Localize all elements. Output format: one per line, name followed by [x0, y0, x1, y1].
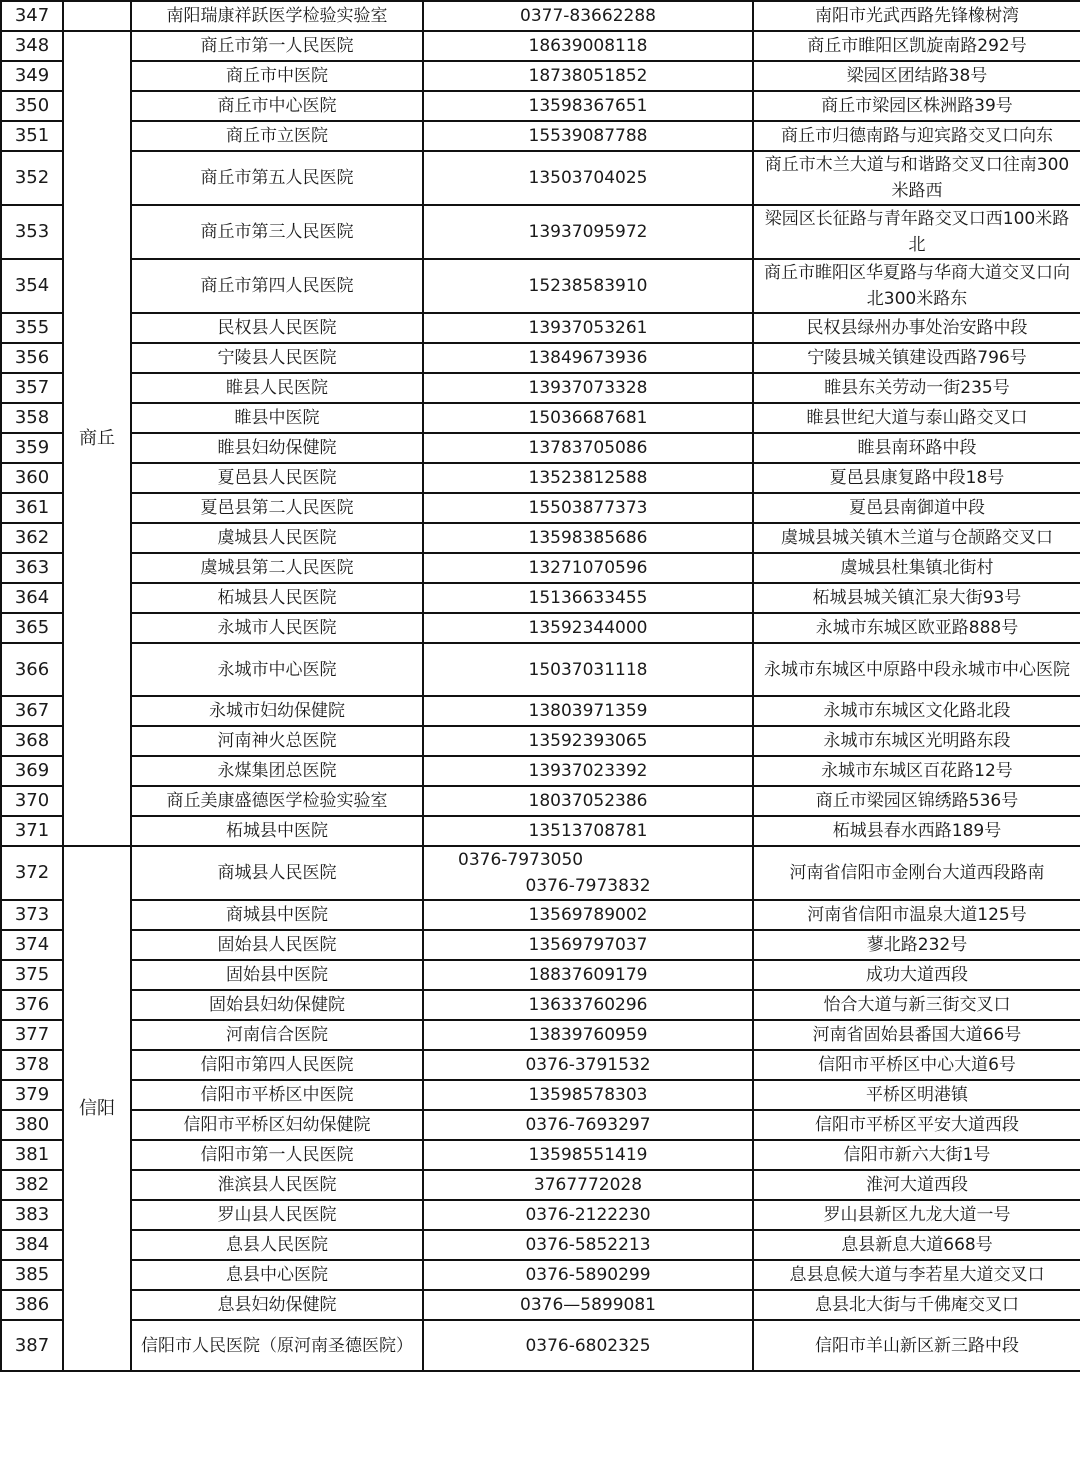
phone-number: 0376-2122230 — [423, 1200, 753, 1230]
phone-number: 13937073328 — [423, 373, 753, 403]
address: 睢县世纪大道与泰山路交叉口 — [753, 403, 1080, 433]
hospital-name: 固始县中医院 — [131, 960, 423, 990]
hospital-name: 商丘市立医院 — [131, 121, 423, 151]
address: 息县息候大道与李若星大道交叉口 — [753, 1260, 1080, 1290]
hospital-name: 息县人民医院 — [131, 1230, 423, 1260]
row-number: 348 — [1, 31, 63, 61]
phone-number: 18738051852 — [423, 61, 753, 91]
row-number: 370 — [1, 786, 63, 816]
phone-number: 0377-83662288 — [423, 1, 753, 31]
address: 商丘市睢阳区华夏路与华商大道交叉口向北300米路东 — [753, 259, 1080, 313]
phone-number: 13569789002 — [423, 900, 753, 930]
address: 柘城县城关镇汇泉大街93号 — [753, 583, 1080, 613]
hospital-name: 民权县人民医院 — [131, 313, 423, 343]
address: 息县北大街与千佛庵交叉口 — [753, 1290, 1080, 1320]
phone-number: 13598578303 — [423, 1080, 753, 1110]
phone-number: 15136633455 — [423, 583, 753, 613]
row-number: 355 — [1, 313, 63, 343]
table-row — [1, 583, 1080, 613]
phone-number: 0376-6802325 — [423, 1320, 753, 1371]
address: 永城市东城区百花路12号 — [753, 756, 1080, 786]
hospital-name: 息县妇幼保健院 — [131, 1290, 423, 1320]
hospital-name: 商丘市中医院 — [131, 61, 423, 91]
table-body — [1, 1, 1080, 1371]
address: 虞城县城关镇木兰道与仓颉路交叉口 — [753, 523, 1080, 553]
hospital-name: 夏邑县第二人民医院 — [131, 493, 423, 523]
hospital-name: 商丘市第四人民医院 — [131, 259, 423, 313]
hospital-name: 息县中心医院 — [131, 1260, 423, 1290]
row-number: 367 — [1, 696, 63, 726]
phone-number: 18037052386 — [423, 786, 753, 816]
phone-number: 13598367651 — [423, 91, 753, 121]
table-row — [1, 313, 1080, 343]
table-row — [1, 463, 1080, 493]
phone-number: 13803971359 — [423, 696, 753, 726]
row-number: 381 — [1, 1140, 63, 1170]
row-number: 362 — [1, 523, 63, 553]
hospital-name: 南阳瑞康祥跃医学检验实验室 — [131, 1, 423, 31]
table-row — [1, 786, 1080, 816]
hospital-name: 信阳市第四人民医院 — [131, 1050, 423, 1080]
address: 信阳市羊山新区新三路中段 — [753, 1320, 1080, 1371]
row-number: 386 — [1, 1290, 63, 1320]
table-row — [1, 756, 1080, 786]
table-row — [1, 613, 1080, 643]
table-row — [1, 553, 1080, 583]
address: 梁园区长征路与青年路交叉口西100米路北 — [753, 205, 1080, 259]
phone-number: 13598385686 — [423, 523, 753, 553]
address: 商丘市归德南路与迎宾路交叉口向东 — [753, 121, 1080, 151]
phone-number: 13633760296 — [423, 990, 753, 1020]
hospital-name: 柘城县中医院 — [131, 816, 423, 846]
table-row — [1, 403, 1080, 433]
region-cell: 商丘 — [63, 31, 131, 846]
table-row — [1, 960, 1080, 990]
table-row — [1, 61, 1080, 91]
row-number: 376 — [1, 990, 63, 1020]
phone-number: 0376-3791532 — [423, 1050, 753, 1080]
row-number: 374 — [1, 930, 63, 960]
address: 虞城县杜集镇北街村 — [753, 553, 1080, 583]
hospital-name: 信阳市平桥区中医院 — [131, 1080, 423, 1110]
row-number: 353 — [1, 205, 63, 259]
table-row — [1, 205, 1080, 259]
table-row — [1, 990, 1080, 1020]
table-row — [1, 1260, 1080, 1290]
hospital-name: 固始县妇幼保健院 — [131, 990, 423, 1020]
row-number: 356 — [1, 343, 63, 373]
table-row — [1, 1170, 1080, 1200]
row-number: 384 — [1, 1230, 63, 1260]
row-number: 372 — [1, 846, 63, 900]
phone-number: 13569797037 — [423, 930, 753, 960]
hospital-name: 河南信合医院 — [131, 1020, 423, 1050]
hospital-name: 商丘市中心医院 — [131, 91, 423, 121]
row-number: 364 — [1, 583, 63, 613]
row-number: 351 — [1, 121, 63, 151]
phone-number: 15238583910 — [423, 259, 753, 313]
address: 信阳市平桥区平安大道西段 — [753, 1110, 1080, 1140]
hospital-name: 虞城县人民医院 — [131, 523, 423, 553]
hospital-name: 商城县中医院 — [131, 900, 423, 930]
table-row — [1, 726, 1080, 756]
row-number: 380 — [1, 1110, 63, 1140]
address: 永城市东城区中原路中段永城市中心医院 — [753, 643, 1080, 696]
row-number: 385 — [1, 1260, 63, 1290]
address: 商丘市梁园区株洲路39号 — [753, 91, 1080, 121]
row-number: 359 — [1, 433, 63, 463]
table-row — [1, 696, 1080, 726]
table-row — [1, 259, 1080, 313]
row-number: 357 — [1, 373, 63, 403]
table-row — [1, 373, 1080, 403]
row-number: 365 — [1, 613, 63, 643]
row-number: 350 — [1, 91, 63, 121]
phone-number: 13503704025 — [423, 151, 753, 205]
address: 梁园区团结路38号 — [753, 61, 1080, 91]
table-row — [1, 643, 1080, 696]
row-number: 375 — [1, 960, 63, 990]
table-row — [1, 31, 1080, 61]
phone-number: 13271070596 — [423, 553, 753, 583]
row-number: 383 — [1, 1200, 63, 1230]
hospital-name: 商丘市第一人民医院 — [131, 31, 423, 61]
table-row — [1, 1140, 1080, 1170]
phone-number: 0376-5890299 — [423, 1260, 753, 1290]
address: 睢县东关劳动一街235号 — [753, 373, 1080, 403]
row-number: 371 — [1, 816, 63, 846]
phone-number: 18639008118 — [423, 31, 753, 61]
hospital-name: 夏邑县人民医院 — [131, 463, 423, 493]
phone-number: 0376-5852213 — [423, 1230, 753, 1260]
address: 信阳市新六大街1号 — [753, 1140, 1080, 1170]
hospital-name: 睢县妇幼保健院 — [131, 433, 423, 463]
phone-number: 13937053261 — [423, 313, 753, 343]
phone-number: 13592344000 — [423, 613, 753, 643]
row-number: 354 — [1, 259, 63, 313]
address: 商丘市木兰大道与和谐路交叉口往南300米路西 — [753, 151, 1080, 205]
hospital-name: 商城县人民医院 — [131, 846, 423, 900]
hospital-name: 罗山县人民医院 — [131, 1200, 423, 1230]
address: 河南省固始县番国大道66号 — [753, 1020, 1080, 1050]
address: 永城市东城区光明路东段 — [753, 726, 1080, 756]
table-row — [1, 523, 1080, 553]
address: 永城市东城区欧亚路888号 — [753, 613, 1080, 643]
address: 信阳市平桥区中心大道6号 — [753, 1050, 1080, 1080]
hospital-name: 信阳市平桥区妇幼保健院 — [131, 1110, 423, 1140]
phone-number: 15037031118 — [423, 643, 753, 696]
address: 宁陵县城关镇建设西路796号 — [753, 343, 1080, 373]
row-number: 369 — [1, 756, 63, 786]
hospital-name: 永城市人民医院 — [131, 613, 423, 643]
address: 民权县绿州办事处治安路中段 — [753, 313, 1080, 343]
region-cell — [63, 1, 131, 31]
table-row — [1, 1290, 1080, 1320]
hospital-name: 永煤集团总医院 — [131, 756, 423, 786]
table-row — [1, 1080, 1080, 1110]
row-number: 363 — [1, 553, 63, 583]
hospital-name: 信阳市第一人民医院 — [131, 1140, 423, 1170]
region-cell: 信阳 — [63, 846, 131, 1371]
address: 蓼北路232号 — [753, 930, 1080, 960]
table-row — [1, 1, 1080, 31]
row-number: 368 — [1, 726, 63, 756]
row-number: 360 — [1, 463, 63, 493]
hospital-name: 商丘市第三人民医院 — [131, 205, 423, 259]
phone-number-secondary: 0376-7973832 — [525, 876, 651, 896]
hospital-name: 商丘美康盛德医学检验实验室 — [131, 786, 423, 816]
address: 南阳市光武西路先锋橡树湾 — [753, 1, 1080, 31]
hospital-name: 睢县人民医院 — [131, 373, 423, 403]
table-row — [1, 930, 1080, 960]
address: 淮河大道西段 — [753, 1170, 1080, 1200]
table-row — [1, 121, 1080, 151]
table-row — [1, 1320, 1080, 1371]
phone-number: 15036687681 — [423, 403, 753, 433]
row-number: 373 — [1, 900, 63, 930]
hospital-name: 宁陵县人民医院 — [131, 343, 423, 373]
phone-number: 13937095972 — [423, 205, 753, 259]
phone-number: 15503877373 — [423, 493, 753, 523]
row-number: 361 — [1, 493, 63, 523]
phone-number: 13783705086 — [423, 433, 753, 463]
address: 河南省信阳市温泉大道125号 — [753, 900, 1080, 930]
address: 夏邑县康复路中段18号 — [753, 463, 1080, 493]
address: 息县新息大道668号 — [753, 1230, 1080, 1260]
row-number: 349 — [1, 61, 63, 91]
row-number: 382 — [1, 1170, 63, 1200]
hospital-name: 河南神火总医院 — [131, 726, 423, 756]
hospital-name: 永城市妇幼保健院 — [131, 696, 423, 726]
hospital-name: 柘城县人民医院 — [131, 583, 423, 613]
phone-number — [423, 846, 753, 900]
phone-number: 13839760959 — [423, 1020, 753, 1050]
hospital-name: 商丘市第五人民医院 — [131, 151, 423, 205]
hospital-name: 永城市中心医院 — [131, 643, 423, 696]
address: 永城市东城区文化路北段 — [753, 696, 1080, 726]
address: 睢县南环路中段 — [753, 433, 1080, 463]
table-row — [1, 493, 1080, 523]
address: 商丘市梁园区锦绣路536号 — [753, 786, 1080, 816]
table-row — [1, 1110, 1080, 1140]
address: 夏邑县南御道中段 — [753, 493, 1080, 523]
hospital-name: 信阳市人民医院（原河南圣德医院） — [131, 1320, 423, 1371]
table-row — [1, 343, 1080, 373]
phone-number: 13523812588 — [423, 463, 753, 493]
row-number: 387 — [1, 1320, 63, 1371]
hospital-name: 虞城县第二人民医院 — [131, 553, 423, 583]
table-row — [1, 900, 1080, 930]
phone-number: 13849673936 — [423, 343, 753, 373]
table-row — [1, 151, 1080, 205]
hospital-name: 睢县中医院 — [131, 403, 423, 433]
phone-number-primary: 0376-7973050 — [458, 850, 584, 870]
row-number: 347 — [1, 1, 63, 31]
address: 成功大道西段 — [753, 960, 1080, 990]
row-number: 352 — [1, 151, 63, 205]
hospital-name: 淮滨县人民医院 — [131, 1170, 423, 1200]
phone-number: 3767772028 — [423, 1170, 753, 1200]
row-number: 377 — [1, 1020, 63, 1050]
row-number: 379 — [1, 1080, 63, 1110]
phone-number: 13592393065 — [423, 726, 753, 756]
table-row — [1, 1020, 1080, 1050]
hospital-name: 固始县人民医院 — [131, 930, 423, 960]
row-number: 358 — [1, 403, 63, 433]
table-row — [1, 846, 1080, 900]
table-row — [1, 433, 1080, 463]
row-number: 366 — [1, 643, 63, 696]
phone-number: 18837609179 — [423, 960, 753, 990]
address: 平桥区明港镇 — [753, 1080, 1080, 1110]
phone-number: 15539087788 — [423, 121, 753, 151]
phone-number: 13513708781 — [423, 816, 753, 846]
table-row — [1, 816, 1080, 846]
phone-number: 0376—5899081 — [423, 1290, 753, 1320]
phone-number: 13598551419 — [423, 1140, 753, 1170]
address: 河南省信阳市金刚台大道西段路南 — [753, 846, 1080, 900]
phone-number: 0376-7693297 — [423, 1110, 753, 1140]
address: 罗山县新区九龙大道一号 — [753, 1200, 1080, 1230]
address: 商丘市睢阳区凯旋南路292号 — [753, 31, 1080, 61]
row-number: 378 — [1, 1050, 63, 1080]
table-row — [1, 1230, 1080, 1260]
address: 怡合大道与新三街交叉口 — [753, 990, 1080, 1020]
table-row — [1, 1050, 1080, 1080]
table-row — [1, 91, 1080, 121]
table-row — [1, 1200, 1080, 1230]
phone-number: 13937023392 — [423, 756, 753, 786]
address: 柘城县春水西路189号 — [753, 816, 1080, 846]
